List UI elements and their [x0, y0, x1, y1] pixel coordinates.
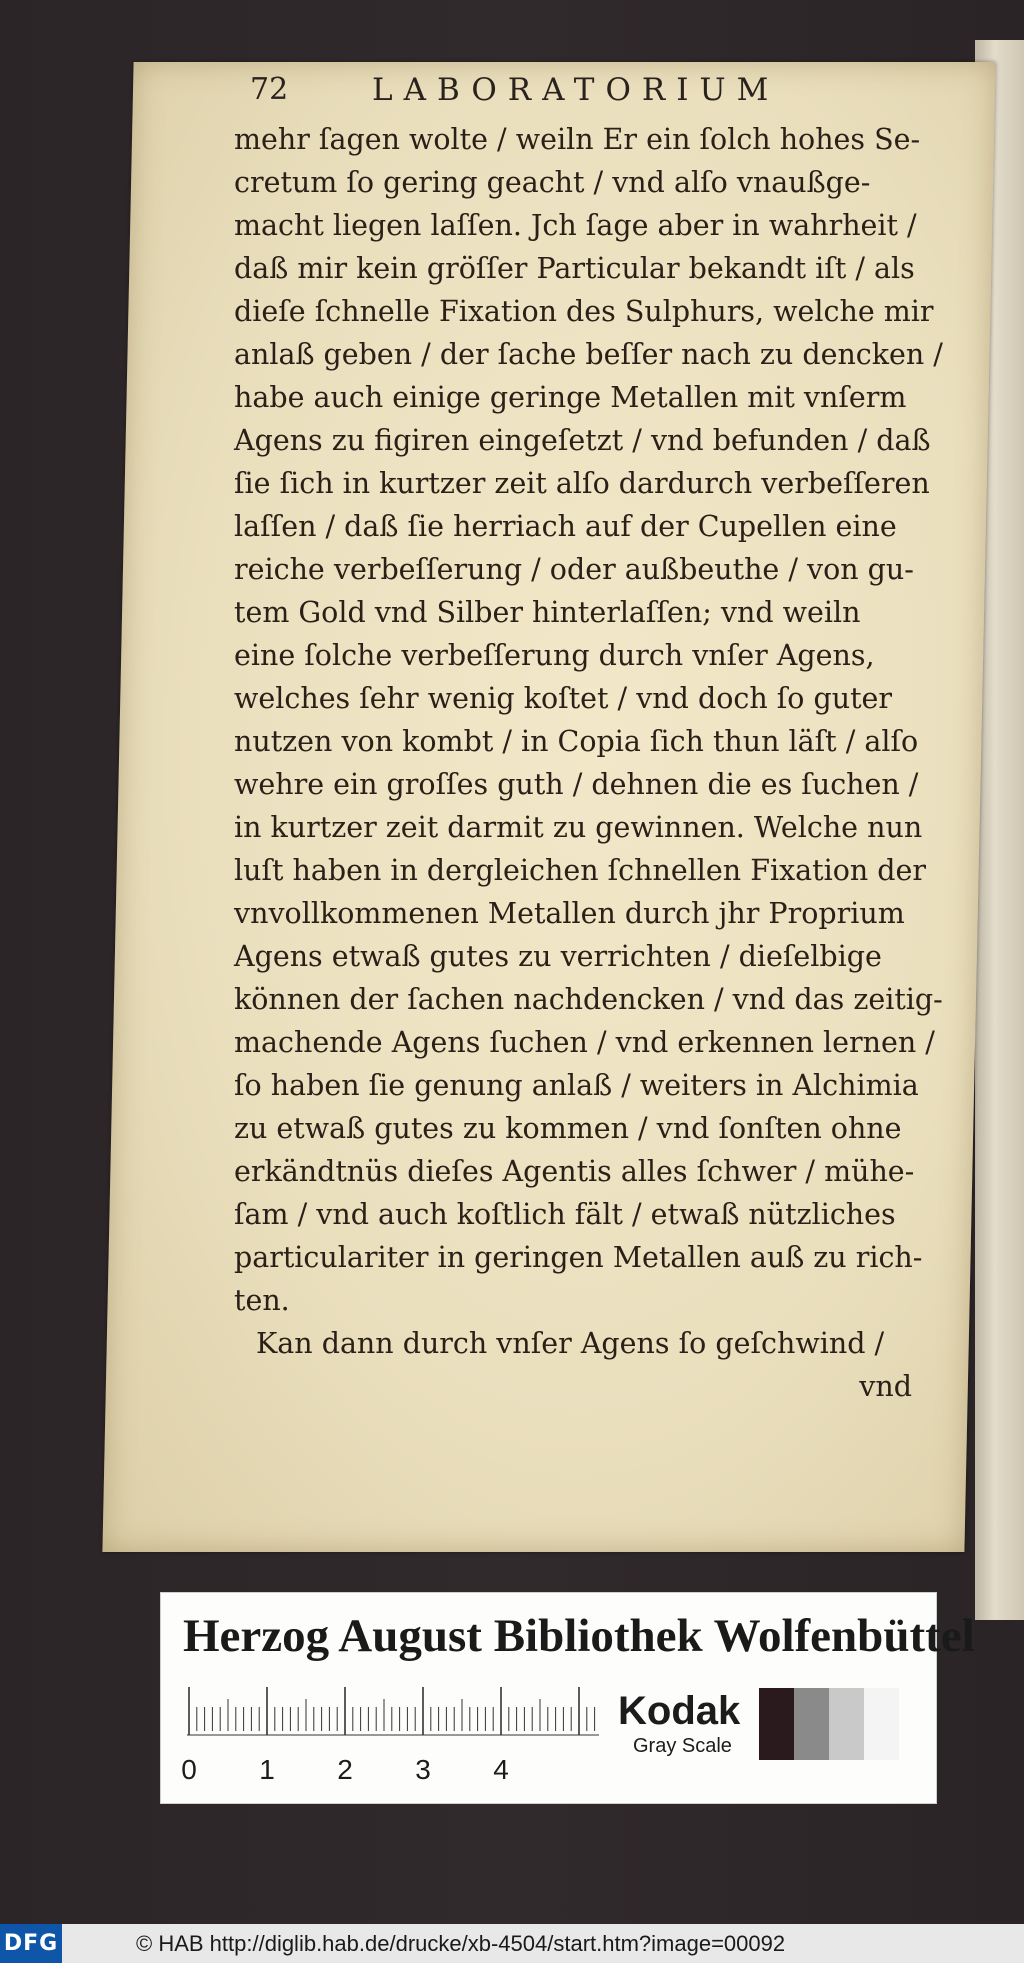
text-line: Kan dann durch vnſer Agens ſo geſchwind /	[256, 1327, 885, 1360]
scale-ruler	[181, 1685, 607, 1795]
text-line: anlaß geben / der ſache beſſer nach zu dencken /	[234, 338, 943, 371]
text-line: vnvollkommenen Metallen durch jhr Proprium	[234, 897, 905, 930]
gray-patch	[759, 1688, 794, 1760]
catchword: vnd	[859, 1370, 912, 1403]
ruler-label: 3	[415, 1754, 431, 1785]
page-header	[250, 70, 870, 114]
ruler-label: 4	[493, 1754, 509, 1785]
text-line: machende Agens ſuchen / vnd erkennen lernen /	[234, 1026, 935, 1059]
text-line: daß mir kein gröſſer Particular bekandt iſt / als	[234, 252, 915, 285]
text-line: macht liegen laſſen. Jch ſage aber in wahrheit /	[234, 209, 917, 242]
kodak-logo: Kodak	[618, 1689, 741, 1733]
text-line: laſſen / daß ſie herriach auf der Cupellen eine	[234, 510, 897, 543]
text-line: habe auch einige geringe Metallen mit vnſerm	[234, 381, 907, 414]
text-line: particulariter in geringen Metallen auß zu rich-	[234, 1241, 923, 1274]
text-line: ſo haben ſie genung anlaß / weiters in Alchimia	[234, 1069, 919, 1102]
library-name: Herzog August Bibliothek Wolfenbüttel	[183, 1610, 975, 1662]
text-line: eine ſolche verbeſſerung durch vnſer Agens,	[234, 639, 875, 672]
page-number: 72	[250, 72, 289, 107]
text-line: können der ſachen nachdencken / vnd das zeitig-	[234, 983, 943, 1016]
text-line: dieſe ſchnelle Fixation des Sulphurs, welche mir	[234, 295, 934, 328]
text-line: tem Gold vnd Silber hinterlaſſen; vnd weiln	[234, 596, 861, 629]
ruler-label: 0	[181, 1754, 197, 1785]
text-line: Agens etwaß gutes zu verrichten / dieſelbige	[234, 940, 882, 973]
text-line: ſie ſich in kurtzer zeit alſo dardurch verbeſſeren	[234, 467, 930, 500]
viewer-footer	[0, 1924, 1024, 1963]
color-target-card	[160, 1592, 975, 1804]
text-line: cretum ſo gering geacht / vnd alſo vnaußge-	[234, 166, 871, 199]
text-line: welches ſehr wenig koſtet / vnd doch ſo guter	[234, 682, 893, 715]
text-line: wehre ein groſſes guth / dehnen die es ſuchen /	[234, 768, 919, 801]
text-line: erkändtnüs dieſes Agentis alles ſchwer / mühe-	[234, 1155, 915, 1188]
page-text	[234, 118, 943, 1408]
gray-scale-label: Gray Scale	[633, 1735, 732, 1757]
text-line: Agens zu figiren eingeſetzt / vnd befunden / daß	[234, 424, 931, 457]
text-line: ſam / vnd auch koſtlich fält / etwaß nützliches	[234, 1198, 896, 1231]
text-line: zu etwaß gutes zu kommen / vnd ſonſten ohne	[234, 1112, 902, 1145]
text-line: luſt haben in dergleichen ſchnellen Fixation der	[234, 854, 927, 887]
gray-patch	[794, 1688, 829, 1760]
gray-patch	[864, 1688, 899, 1760]
text-line: nutzen von kombt / in Copia ſich thun läſt / alſo	[234, 725, 919, 758]
ruler-label: 1	[259, 1754, 275, 1785]
text-line: reiche verbeſſerung / oder außbeuthe / von gu-	[234, 553, 914, 586]
gray-scale-patches	[759, 1688, 899, 1760]
text-line: ten.	[234, 1284, 290, 1317]
gray-patch	[829, 1688, 864, 1760]
dfg-logo: DFG	[0, 1924, 62, 1963]
text-line: in kurtzer zeit darmit zu gewinnen. Welche nun	[234, 811, 923, 844]
copyright-link[interactable]: © HAB http://diglib.hab.de/drucke/xb-4504/start.htm?image=00092	[136, 1931, 786, 1956]
text-line: mehr ſagen wolte / weiln Er ein ſolch hohes Se-	[234, 123, 921, 156]
running-head: LABORATORIUM	[372, 72, 780, 108]
ruler-label: 2	[337, 1754, 353, 1785]
